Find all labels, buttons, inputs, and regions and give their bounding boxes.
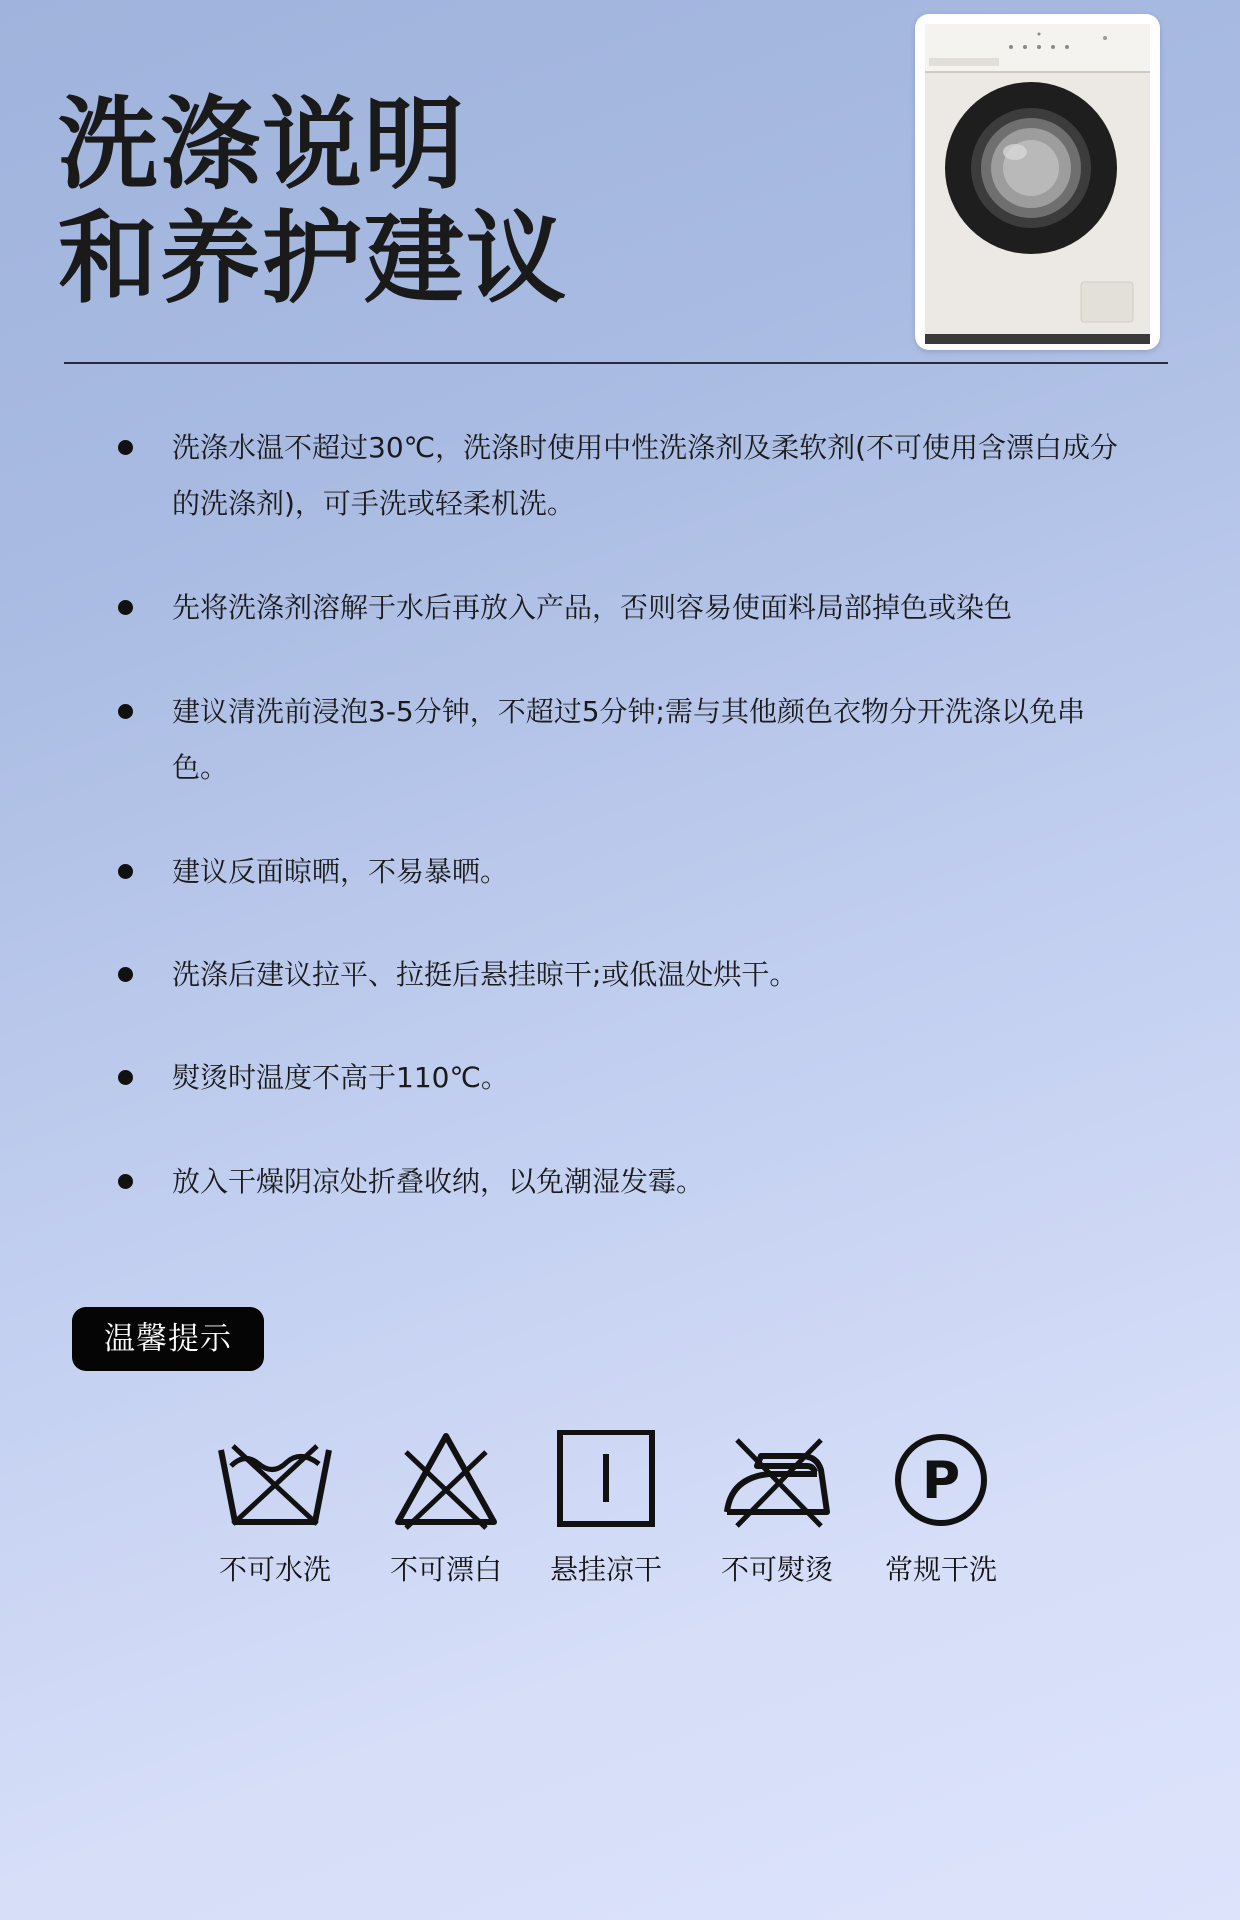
care-label: 不可水洗 (218, 1553, 331, 1586)
bullet-dot-icon (118, 864, 133, 879)
care-symbol-no-wash (205, 1430, 345, 1588)
care-symbol-dry-clean (871, 1430, 1011, 1588)
care-symbol-no-iron (707, 1430, 847, 1588)
dry-clean-p-icon (881, 1430, 1001, 1530)
bullet-dot-icon (118, 440, 133, 455)
care-label: 不可漂白 (389, 1553, 502, 1586)
line-dry-icon (546, 1430, 666, 1530)
instruction-text: 洗涤后建议拉平、拉挺后悬挂晾干;或低温处烘干。 (172, 958, 798, 991)
care-label: 不可熨烫 (720, 1553, 833, 1586)
page-title (58, 88, 568, 316)
washing-machine-icon (915, 14, 1160, 350)
svg-text:P: P (921, 1451, 961, 1511)
instruction-text: 洗涤水温不超过30℃，洗涤时使用中性洗涤剂及柔软剂(不可使用含漂白成分的洗涤剂)，可手洗或轻柔机洗。 (172, 431, 1119, 520)
bullet-dot-icon (118, 600, 133, 615)
instruction-text: 建议反面晾晒，不易暴晒。 (172, 855, 509, 888)
tips-badge: 温馨提示 (72, 1307, 264, 1371)
title-line-1: 洗涤说明 (58, 86, 466, 203)
care-label: 常规干洗 (884, 1553, 997, 1586)
no-iron-icon (717, 1430, 837, 1530)
bullet-dot-icon (118, 967, 133, 982)
bullet-dot-icon (118, 704, 133, 719)
instruction-text: 熨烫时温度不高于110℃。 (172, 1061, 509, 1094)
care-symbol-line-dry (536, 1430, 676, 1588)
instruction-text: 放入干燥阴凉处折叠收纳，以免潮湿发霉。 (172, 1165, 705, 1198)
no-bleach-icon (386, 1430, 506, 1530)
bullet-dot-icon (118, 1070, 133, 1085)
washing-machine-image (915, 14, 1160, 350)
no-wash-icon (215, 1430, 335, 1530)
instruction-text: 建议清洗前浸泡3-5分钟，不超过5分钟;需与其他颜色衣物分开洗涤以免串色。 (172, 695, 1085, 784)
instruction-text: 先将洗涤剂溶解于水后再放入产品，否则容易使面料局部掉色或染色 (172, 591, 1013, 624)
bullet-dot-icon (118, 1174, 133, 1189)
title-line-2: 和养护建议 (58, 200, 568, 317)
divider (64, 362, 1168, 364)
care-label: 悬挂凉干 (549, 1553, 662, 1586)
care-symbol-no-bleach (376, 1430, 516, 1588)
